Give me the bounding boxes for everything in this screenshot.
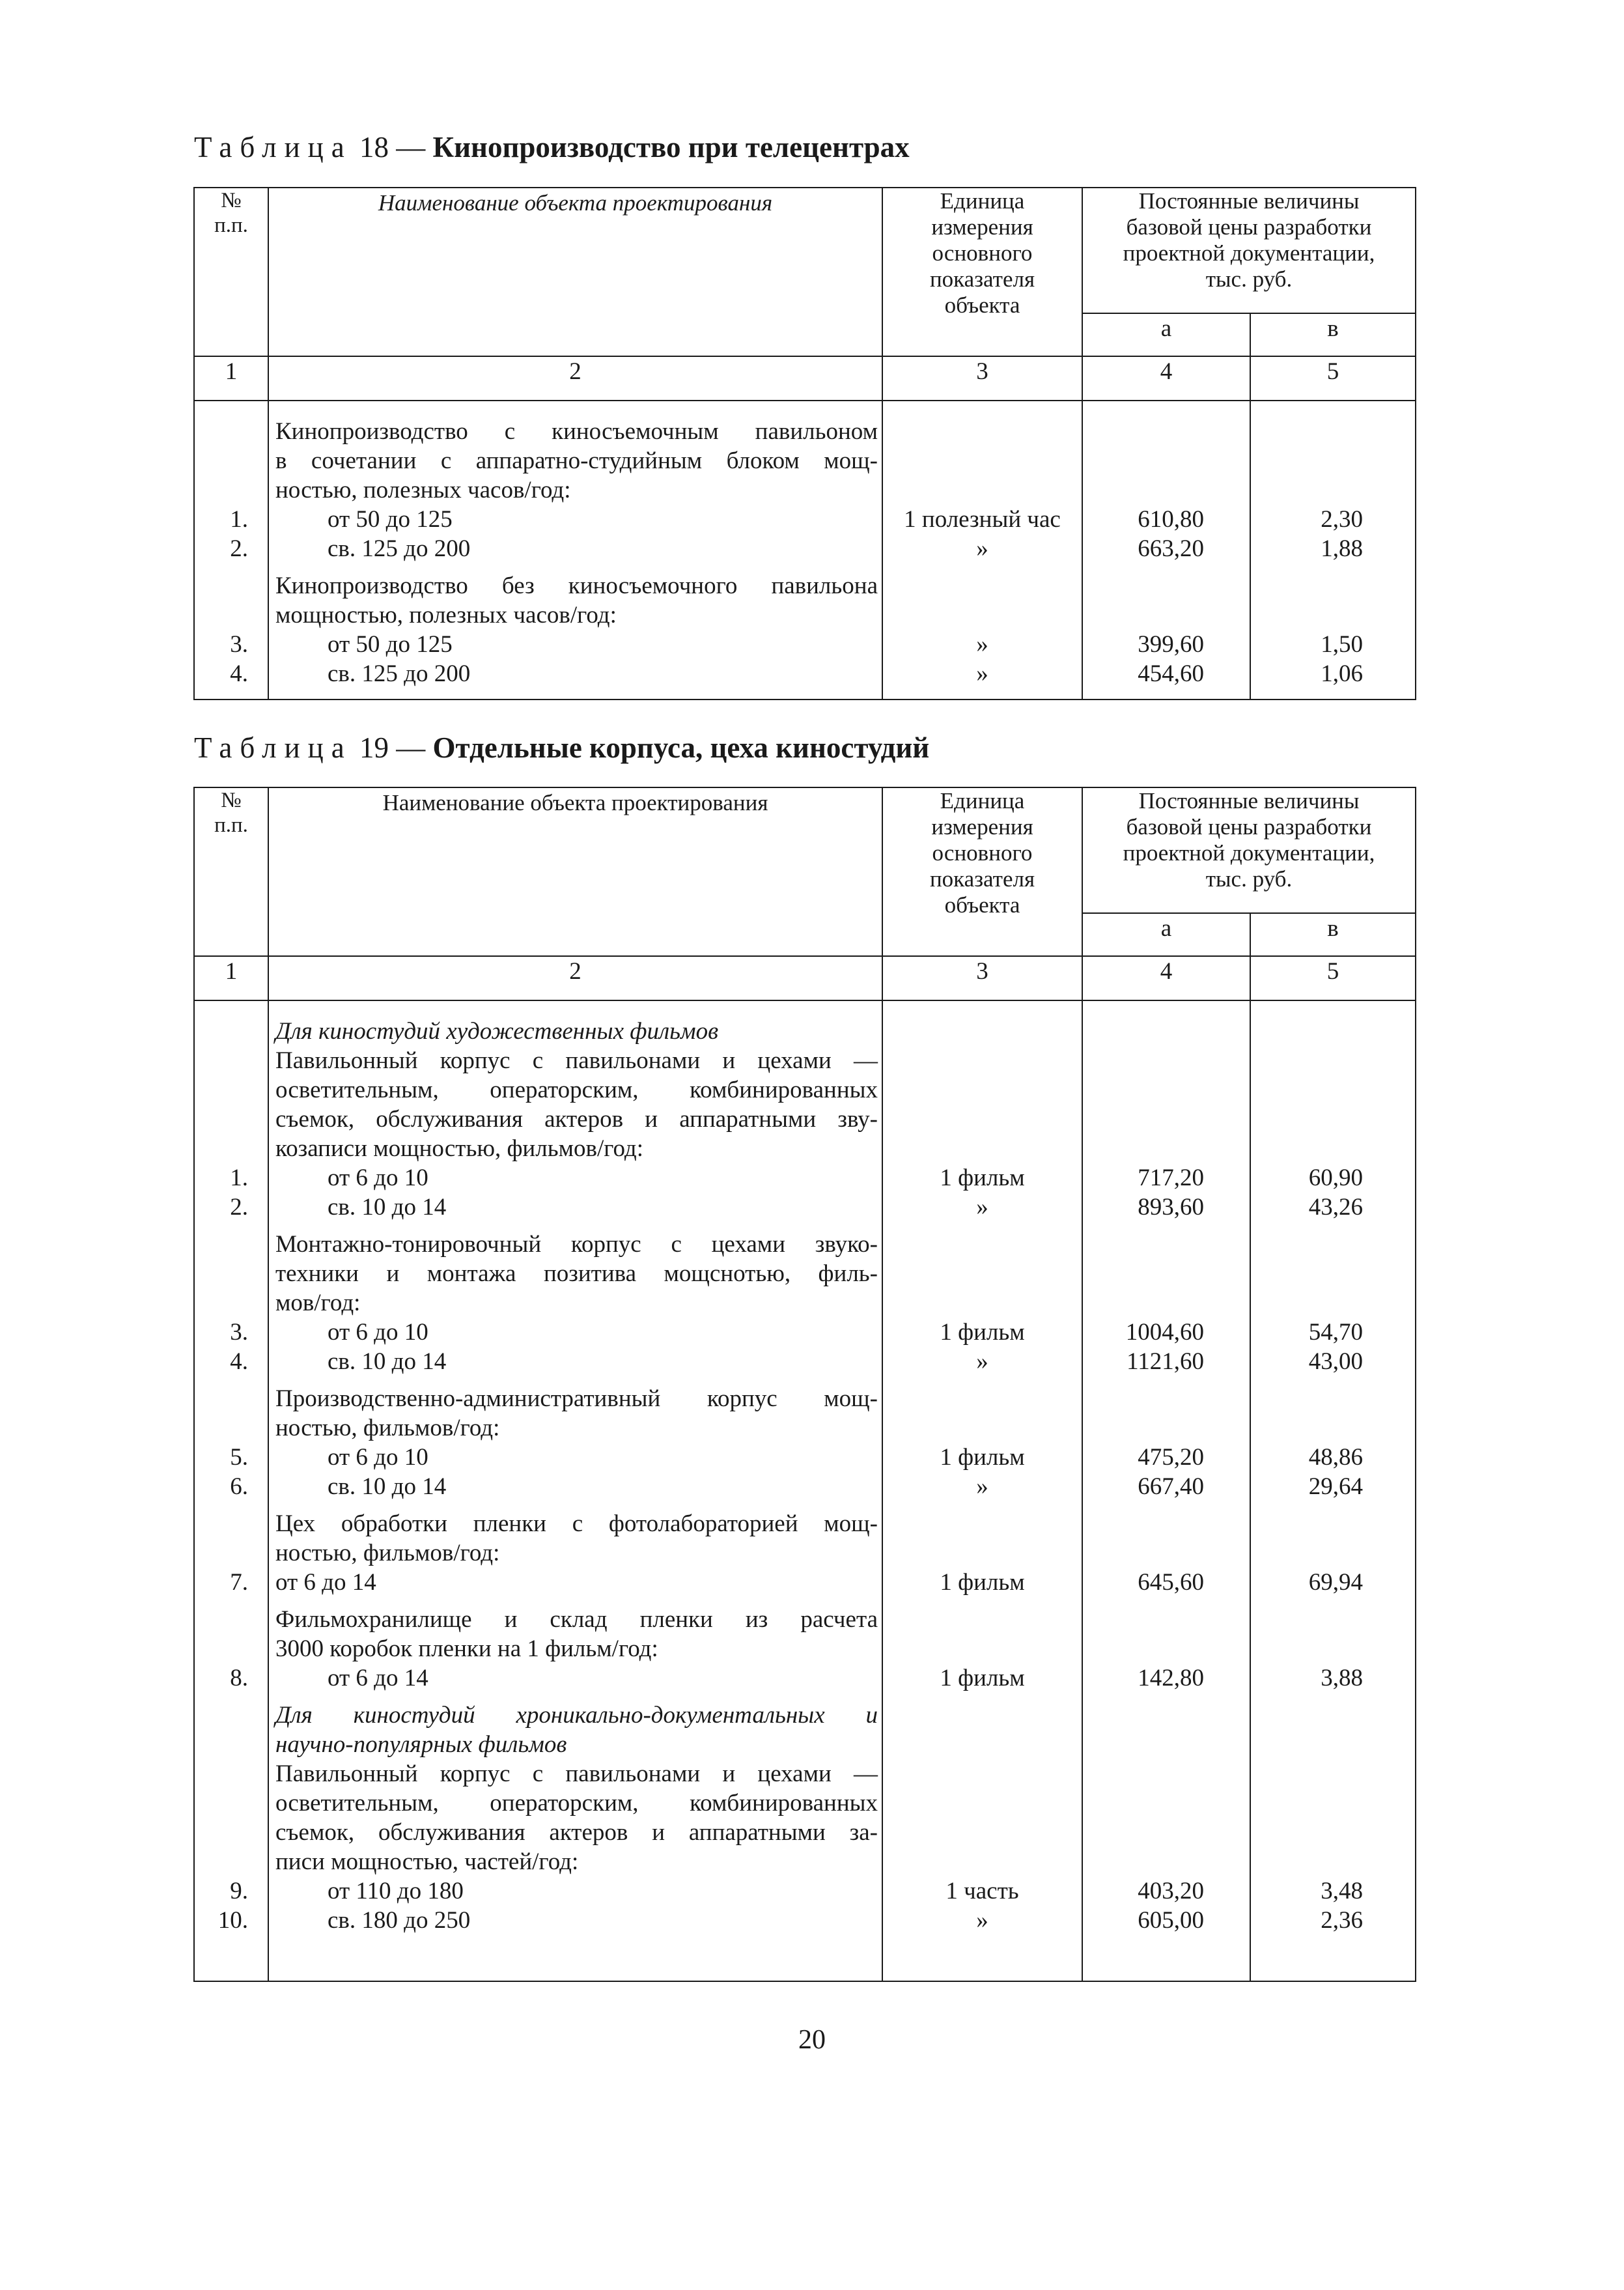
line-gap	[883, 1222, 1082, 1230]
header-unit-line: показателя	[929, 266, 1035, 292]
row-number	[195, 1847, 268, 1876]
row-unit	[883, 1788, 1082, 1818]
row-text: от 50 до 125	[328, 631, 453, 658]
col-number-4: 4	[1082, 356, 1250, 401]
row-number: 8.	[230, 1665, 248, 1691]
row-value-b	[1251, 1847, 1415, 1876]
row-text: Монтажно-тонировочный корпус с цехами звуко-	[275, 1231, 878, 1258]
row-value-a	[1083, 1413, 1250, 1443]
row-text: техники и монтажа позитива мощснотью, филь-	[275, 1260, 878, 1287]
row-text: от 6 до 10	[328, 1165, 428, 1191]
row-unit: 1 фильм	[940, 1319, 1025, 1346]
row-number	[195, 1509, 268, 1538]
line-gap	[1083, 1597, 1250, 1605]
line-gap	[269, 1693, 882, 1701]
row-value-b	[1251, 1634, 1415, 1663]
body-col-a	[1082, 401, 1250, 700]
table-19-caption	[194, 729, 929, 766]
row-unit: 1 часть	[945, 1878, 1019, 1904]
row-text: Цех обработки пленки с фотолабораторией мощ-	[275, 1510, 878, 1537]
header-unit	[882, 787, 1082, 956]
header-num: № п.п.	[194, 188, 268, 356]
row-value-a	[1083, 1847, 1250, 1876]
row-value-a	[1083, 1730, 1250, 1759]
row-unit	[883, 1384, 1082, 1413]
row-number	[195, 1538, 268, 1568]
header-const-line: тыс. руб.	[1205, 266, 1293, 292]
line-gap	[1083, 1222, 1250, 1230]
row-text: ностью, полезных часов/год:	[275, 477, 571, 503]
row-number	[195, 1288, 268, 1318]
table-body-row	[194, 401, 1416, 700]
header-const	[1082, 787, 1416, 913]
table-18-caption	[194, 129, 910, 165]
row-value-b	[1251, 1759, 1415, 1788]
row-value-a: 454,60	[1138, 660, 1204, 687]
row-value-b	[1251, 1134, 1415, 1163]
col-number-2: 2	[268, 956, 882, 1000]
line-gap	[1251, 1501, 1415, 1509]
row-value-a	[1083, 1288, 1250, 1318]
row-value-a	[1083, 1701, 1250, 1730]
row-value-a	[1083, 1230, 1250, 1259]
row-value-a: 717,20	[1138, 1165, 1204, 1191]
body-col-b	[1250, 1000, 1416, 1981]
row-text: св. 125 до 200	[328, 535, 471, 562]
row-value-b	[1251, 1788, 1415, 1818]
row-value-b: 2,36	[1321, 1907, 1363, 1934]
line-gap	[1251, 563, 1415, 571]
header-const-line: базовой цены разработки	[1126, 214, 1372, 240]
row-unit: »	[976, 1348, 988, 1375]
row-number	[195, 1730, 268, 1759]
row-value-a	[1083, 1384, 1250, 1413]
row-text: Павильонный корпус с павильонами и цехами —	[275, 1047, 878, 1074]
header-unit-line: основного	[932, 240, 1033, 266]
body-col-unit	[882, 401, 1082, 700]
row-unit	[883, 1230, 1082, 1259]
row-value-b: 3,48	[1321, 1878, 1363, 1904]
caption-dash: —	[396, 131, 426, 163]
row-number	[195, 571, 268, 601]
header-unit-line: измерения	[931, 814, 1033, 840]
row-value-b	[1251, 1818, 1415, 1847]
header-const-line: проектной документации,	[1123, 240, 1375, 266]
line-gap	[1251, 1222, 1415, 1230]
row-value-b	[1251, 1538, 1415, 1568]
row-unit	[883, 1046, 1082, 1075]
row-number	[195, 1134, 268, 1163]
row-number	[195, 417, 268, 446]
row-value-a	[1083, 1046, 1250, 1075]
row-unit: 1 фильм	[940, 1165, 1025, 1191]
row-number	[195, 1605, 268, 1634]
row-value-a	[1083, 475, 1250, 505]
row-unit	[883, 1288, 1082, 1318]
row-text: св. 125 до 200	[328, 660, 471, 687]
row-value-a: 893,60	[1138, 1194, 1204, 1221]
row-text: в сочетании с аппаратно-студийным блоком мощ-	[275, 447, 878, 474]
row-text: от 110 до 180	[328, 1878, 464, 1904]
line-gap	[269, 1222, 882, 1230]
row-number: 3.	[230, 631, 248, 658]
row-text: Кинопроизводство с киносъемочным павильоном	[275, 418, 878, 445]
row-number	[195, 1634, 268, 1663]
line-gap	[883, 1597, 1082, 1605]
row-value-a	[1083, 1509, 1250, 1538]
table-label: Таблица	[194, 731, 352, 764]
row-value-b: 1,88	[1321, 535, 1363, 562]
row-unit	[883, 1134, 1082, 1163]
row-text: мов/год:	[275, 1290, 361, 1316]
row-unit	[883, 1075, 1082, 1105]
header-unit-line: Единица	[940, 788, 1025, 813]
table-number: 19	[359, 731, 389, 764]
header-const	[1082, 188, 1416, 313]
row-value-a: 403,20	[1138, 1878, 1204, 1904]
row-text: съемок, обслуживания актеров и аппаратными зву-	[275, 1106, 878, 1133]
row-unit: »	[976, 1473, 988, 1500]
row-value-b: 43,26	[1308, 1194, 1363, 1221]
row-unit	[883, 1818, 1082, 1847]
row-value-a	[1083, 1134, 1250, 1163]
row-unit	[883, 1259, 1082, 1288]
row-number: 4.	[230, 660, 248, 687]
col-number-2: 2	[268, 356, 882, 401]
row-unit	[883, 571, 1082, 601]
line-gap	[1251, 1693, 1415, 1701]
row-unit	[883, 1538, 1082, 1568]
table-body-row	[194, 1000, 1416, 1981]
row-unit	[883, 446, 1082, 475]
header-unit-line: Единица	[940, 188, 1025, 214]
row-text: съемок, обслуживания актеров и аппаратными за-	[275, 1819, 878, 1846]
row-value-a	[1083, 601, 1250, 630]
row-number: 10.	[217, 1907, 248, 1934]
row-unit	[883, 1701, 1082, 1730]
row-number	[195, 1701, 268, 1730]
line-gap	[195, 1376, 268, 1384]
row-unit	[883, 1730, 1082, 1759]
col-number-1: 1	[194, 356, 268, 401]
row-value-b: 2,30	[1321, 506, 1363, 533]
line-gap	[269, 563, 882, 571]
header-const-line: Постоянные величины	[1138, 188, 1360, 214]
row-unit: »	[976, 660, 988, 687]
row-number	[195, 475, 268, 505]
row-value-a: 1004,60	[1125, 1319, 1204, 1346]
row-number	[195, 1818, 268, 1847]
row-number: 5.	[230, 1444, 248, 1471]
line-gap	[195, 1693, 268, 1701]
row-text: св. 180 до 250	[328, 1907, 471, 1934]
row-text: ностью, фильмов/год:	[275, 1415, 500, 1441]
row-value-a	[1083, 1538, 1250, 1568]
row-number	[195, 601, 268, 630]
row-unit: 1 полезный час	[904, 506, 1061, 533]
row-text: Фильмохранилище и склад пленки из расчета	[275, 1606, 878, 1633]
row-value-b	[1251, 1230, 1415, 1259]
row-unit	[883, 1105, 1082, 1134]
line-gap	[883, 1693, 1082, 1701]
row-text: от 6 до 14	[328, 1665, 428, 1691]
row-number	[195, 1788, 268, 1818]
header-a: а	[1082, 313, 1250, 356]
row-unit	[883, 1413, 1082, 1443]
row-value-a	[1083, 1105, 1250, 1134]
row-value-a: 610,80	[1138, 506, 1204, 533]
line-gap	[269, 1501, 882, 1509]
row-unit: »	[976, 1907, 988, 1934]
header-unit-line: объекта	[944, 292, 1020, 318]
line-gap	[1083, 1501, 1250, 1509]
header-unit-line: показателя	[929, 866, 1035, 892]
header-const-line: тыс. руб.	[1205, 866, 1293, 892]
row-value-b	[1251, 417, 1415, 446]
table-title: Отдельные корпуса, цеха киностудий	[432, 731, 930, 764]
row-value-a	[1083, 1605, 1250, 1634]
row-value-b	[1251, 571, 1415, 601]
body-col-b	[1250, 401, 1416, 700]
col-number-5: 5	[1250, 956, 1416, 1000]
row-text: св. 10 до 14	[328, 1348, 447, 1375]
header-const-line: Постоянные величины	[1138, 788, 1360, 813]
row-value-b: 1,06	[1321, 660, 1363, 687]
table-label: Таблица	[194, 131, 352, 163]
row-value-b: 29,64	[1308, 1473, 1363, 1500]
row-text: ностью, фильмов/год:	[275, 1540, 500, 1566]
row-value-b	[1251, 1046, 1415, 1075]
line-gap	[883, 1501, 1082, 1509]
row-value-b: 3,88	[1321, 1665, 1363, 1691]
row-unit	[883, 417, 1082, 446]
table-number: 18	[359, 131, 389, 163]
body-col-num	[194, 1000, 268, 1981]
col-number-3: 3	[882, 356, 1082, 401]
row-value-a: 475,20	[1138, 1444, 1204, 1471]
line-gap	[195, 563, 268, 571]
row-number	[195, 1384, 268, 1413]
row-unit	[883, 1017, 1082, 1046]
row-value-a	[1083, 1259, 1250, 1288]
row-value-b: 43,00	[1308, 1348, 1363, 1375]
row-unit: 1 фильм	[940, 1444, 1025, 1471]
line-gap	[1083, 563, 1250, 571]
row-unit	[883, 1847, 1082, 1876]
row-value-b	[1251, 1605, 1415, 1634]
row-number	[195, 1017, 268, 1046]
row-text: св. 10 до 14	[328, 1194, 447, 1221]
header-a: а	[1082, 913, 1250, 956]
col-number-5: 5	[1250, 356, 1416, 401]
col-number-4: 4	[1082, 956, 1250, 1000]
col-number-1: 1	[194, 956, 268, 1000]
row-value-a	[1083, 1759, 1250, 1788]
table-title: Кинопроизводство при телецентрах	[432, 131, 910, 163]
row-text: осветительным, операторским, комбинированных	[275, 1077, 878, 1103]
row-text: от 6 до 10	[328, 1444, 428, 1471]
row-number	[195, 1759, 268, 1788]
row-value-a	[1083, 1818, 1250, 1847]
row-number: 1.	[230, 1165, 248, 1191]
row-number: 1.	[230, 506, 248, 533]
row-number	[195, 1413, 268, 1443]
row-value-a	[1083, 1017, 1250, 1046]
row-number: 2.	[230, 535, 248, 562]
row-text: от 50 до 125	[328, 506, 453, 533]
body-col-unit	[882, 1000, 1082, 1981]
row-value-b	[1251, 1730, 1415, 1759]
row-text: козаписи мощностью, фильмов/год:	[275, 1135, 644, 1162]
row-value-b	[1251, 1384, 1415, 1413]
row-text: 3000 коробок пленки на 1 фильм/год:	[275, 1635, 658, 1662]
table-19	[193, 787, 1416, 1982]
line-gap	[1251, 1597, 1415, 1605]
row-value-b	[1251, 1105, 1415, 1134]
row-value-b	[1251, 601, 1415, 630]
row-value-b	[1251, 1413, 1415, 1443]
header-unit	[882, 188, 1082, 356]
row-number: 4.	[230, 1348, 248, 1375]
line-gap	[883, 1376, 1082, 1384]
row-value-b	[1251, 1288, 1415, 1318]
row-unit	[883, 1605, 1082, 1634]
row-text: научно-популярных фильмов	[275, 1731, 567, 1758]
line-gap	[1251, 1376, 1415, 1384]
row-value-a: 1121,60	[1127, 1348, 1204, 1375]
row-value-b: 69,94	[1308, 1569, 1363, 1596]
row-unit	[883, 1634, 1082, 1663]
row-unit	[883, 1759, 1082, 1788]
header-unit-line: основного	[932, 840, 1033, 866]
row-value-a	[1083, 1634, 1250, 1663]
row-text: осветительным, операторским, комбинированных	[275, 1790, 878, 1816]
row-value-b	[1251, 475, 1415, 505]
row-text: Павильонный корпус с павильонами и цехами —	[275, 1760, 878, 1787]
line-gap	[195, 1222, 268, 1230]
row-value-b	[1251, 1075, 1415, 1105]
row-value-a: 645,60	[1138, 1569, 1204, 1596]
row-value-a: 142,80	[1138, 1665, 1204, 1691]
row-value-a	[1083, 1075, 1250, 1105]
body-col-num	[194, 401, 268, 700]
body-col-name	[268, 1000, 882, 1981]
page-number: 20	[798, 2025, 826, 2055]
row-text: мощностью, полезных часов/год:	[275, 602, 617, 629]
row-value-a	[1083, 1788, 1250, 1818]
row-text: св. 10 до 14	[328, 1473, 447, 1500]
row-value-a: 663,20	[1138, 535, 1204, 562]
header-const-line: базовой цены разработки	[1126, 814, 1372, 840]
row-value-b	[1251, 1701, 1415, 1730]
line-gap	[195, 1597, 268, 1605]
row-number: 3.	[230, 1319, 248, 1346]
line-gap	[1083, 1376, 1250, 1384]
row-number: 9.	[230, 1878, 248, 1904]
row-number	[195, 1075, 268, 1105]
row-value-b	[1251, 1259, 1415, 1288]
row-number	[195, 1105, 268, 1134]
row-value-a	[1083, 571, 1250, 601]
row-unit: 1 фильм	[940, 1569, 1025, 1596]
row-text: от 6 до 14	[275, 1569, 376, 1596]
row-number	[195, 1046, 268, 1075]
body-col-a	[1082, 1000, 1250, 1981]
row-unit: »	[976, 535, 988, 562]
row-value-b: 1,50	[1321, 631, 1363, 658]
header-b: в	[1250, 313, 1416, 356]
row-value-a: 667,40	[1138, 1473, 1204, 1500]
row-value-b	[1251, 446, 1415, 475]
line-gap	[1083, 1693, 1250, 1701]
row-number: 6.	[230, 1473, 248, 1500]
row-text: Производственно-административный корпус мощ-	[275, 1385, 878, 1412]
line-gap	[269, 1376, 882, 1384]
row-value-a	[1083, 417, 1250, 446]
row-number	[195, 1259, 268, 1288]
caption-dash: —	[396, 731, 426, 764]
col-number-3: 3	[882, 956, 1082, 1000]
row-unit	[883, 601, 1082, 630]
row-unit: »	[976, 631, 988, 658]
line-gap	[883, 563, 1082, 571]
row-text: Для киностудий художественных фильмов	[275, 1018, 719, 1045]
row-text: Кинопроизводство без киносъемочного павильона	[275, 572, 878, 599]
row-value-b	[1251, 1509, 1415, 1538]
header-num: № п.п.	[194, 787, 268, 956]
row-number: 2.	[230, 1194, 248, 1221]
row-value-a: 399,60	[1138, 631, 1204, 658]
row-value-a: 605,00	[1138, 1907, 1204, 1934]
row-unit: 1 фильм	[940, 1665, 1025, 1691]
row-unit: »	[976, 1194, 988, 1221]
table-18	[193, 187, 1416, 700]
row-value-b: 48,86	[1308, 1444, 1363, 1471]
row-value-b	[1251, 1017, 1415, 1046]
row-text: от 6 до 10	[328, 1319, 428, 1346]
header-const-line: проектной документации,	[1123, 840, 1375, 866]
header-name: Наименование объекта проектирования	[268, 188, 882, 356]
row-text: Для киностудий хроникально-документальных и	[275, 1702, 878, 1729]
row-number	[195, 1230, 268, 1259]
line-gap	[195, 1501, 268, 1509]
row-number: 7.	[230, 1569, 248, 1596]
row-value-b: 60,90	[1308, 1165, 1363, 1191]
body-col-name	[268, 401, 882, 700]
row-unit	[883, 1509, 1082, 1538]
row-unit	[883, 475, 1082, 505]
row-number	[195, 446, 268, 475]
row-text: писи мощностью, частей/год:	[275, 1848, 579, 1875]
header-unit-line: объекта	[944, 892, 1020, 918]
row-value-b: 54,70	[1308, 1319, 1363, 1346]
row-value-a	[1083, 446, 1250, 475]
line-gap	[269, 1597, 882, 1605]
header-name: Наименование объекта проектирования	[268, 787, 882, 956]
header-unit-line: измерения	[931, 214, 1033, 240]
header-b: в	[1250, 913, 1416, 956]
